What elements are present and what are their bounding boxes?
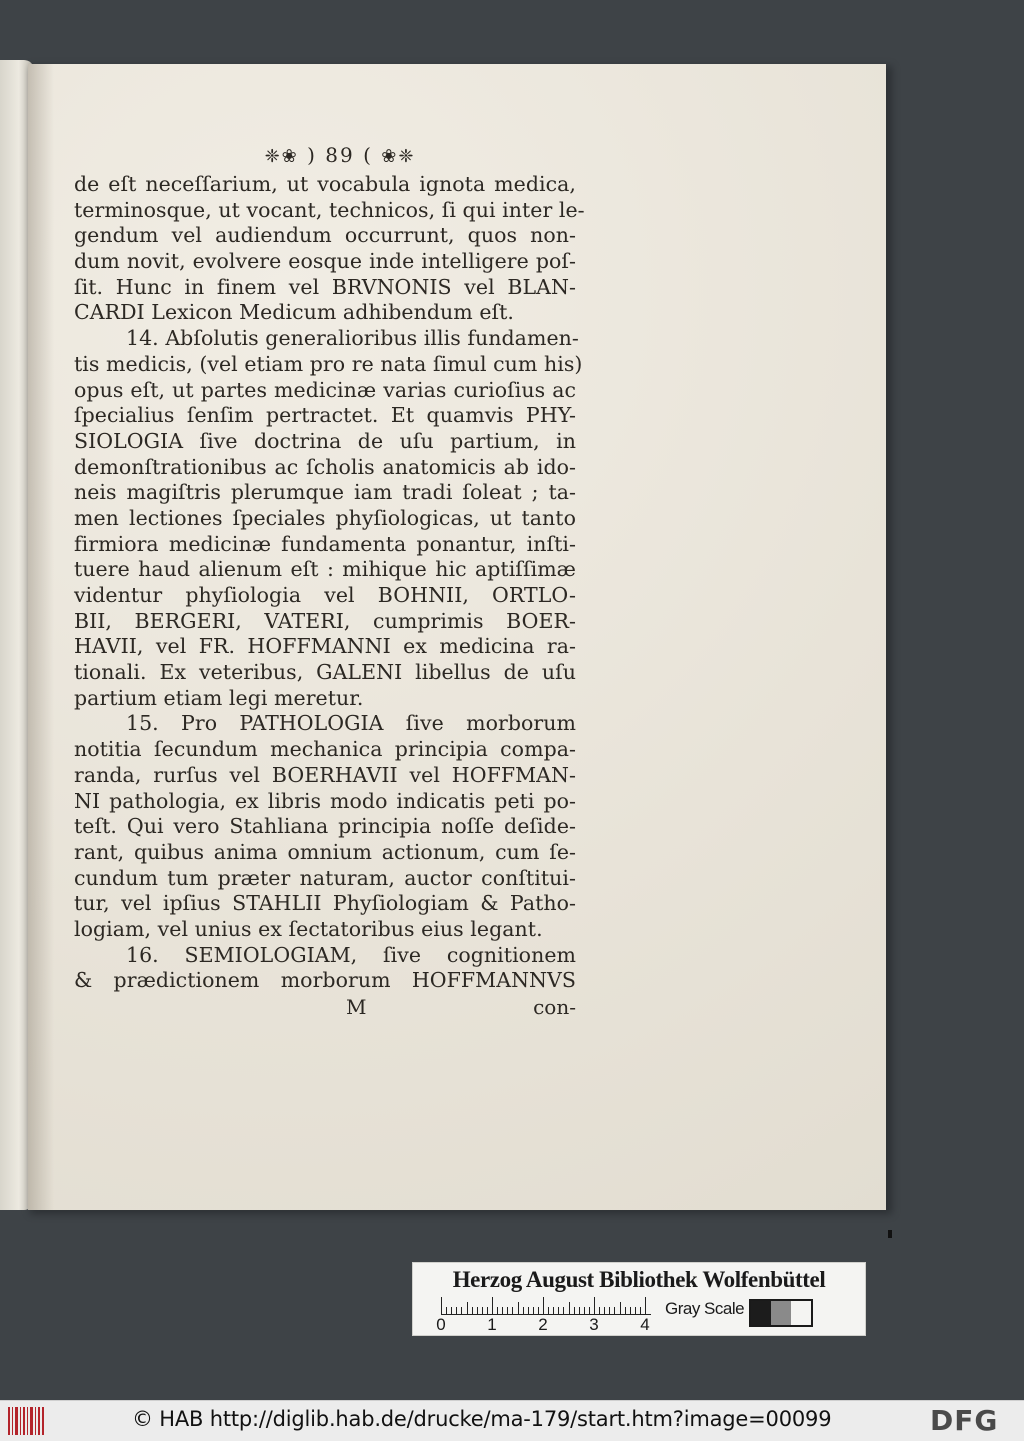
ruler-tick — [569, 1302, 570, 1315]
text-line: notitia ſecundum mechanica principia compa- — [74, 737, 576, 762]
ruler-tick — [625, 1307, 626, 1315]
text-line: & prædictionem morborum HOFFMANNVS — [74, 968, 576, 993]
text-line: demonſtrationibus ac ſcholis anatomicis ab ido- — [74, 454, 576, 479]
text-line: 16. SEMIOLOGIAM, ſive cognitionem — [126, 942, 576, 967]
text-line: ſpecialius ſenſim pertractet. Et quamvis PHY- — [74, 403, 576, 428]
scale-ruler — [441, 1297, 651, 1315]
ruler-tick — [451, 1307, 452, 1315]
grayscale-patch — [791, 1301, 811, 1325]
text-line: tionali. Ex veteribus, GALENI libellus de uſu — [74, 660, 576, 685]
ruler-tick — [467, 1302, 468, 1315]
ruler-number: 3 — [589, 1315, 599, 1334]
catch-line — [74, 994, 576, 1020]
text-line: teſt. Qui vero Stahliana principia noſſe deſide- — [74, 814, 576, 839]
grayscale-patch — [771, 1301, 791, 1325]
text-line: videntur phyſiologia vel BOHNII, ORTLO- — [74, 583, 576, 607]
ruler-tick — [574, 1307, 575, 1315]
ruler-number: 4 — [640, 1315, 650, 1334]
library-color-target-label — [412, 1262, 866, 1336]
text-line: de eſt neceſſarium, ut vocabula ignota medica, — [74, 172, 576, 196]
ruler-tick — [645, 1297, 646, 1315]
footer-bar — [0, 1400, 1024, 1441]
ruler-tick — [482, 1307, 483, 1315]
text-line: rant, quibus anima omnium actionum, cum ſe- — [74, 839, 576, 864]
ruler-tick — [579, 1307, 580, 1315]
ruler-tick — [594, 1297, 595, 1315]
ruler-tick — [609, 1307, 610, 1315]
ruler-number: 2 — [538, 1315, 548, 1334]
grayscale-patch — [751, 1301, 771, 1325]
text-line: dum novit, evolvere eosque inde intelligere poſ- — [74, 249, 576, 274]
text-line: 14. Abſolutis generalioribus illis fundamen- — [126, 326, 579, 351]
text-line: ſit. Hunc in finem vel BRVNONIS vel BLAN- — [74, 274, 576, 299]
text-line: HAVII, vel FR. HOFFMANNI ex medicina ra- — [74, 634, 576, 659]
book-page — [28, 64, 886, 1210]
ruler-tick — [589, 1307, 590, 1315]
ruler-tick — [620, 1302, 621, 1315]
ruler-tick — [614, 1307, 615, 1315]
ruler-tick — [538, 1307, 539, 1315]
ruler-tick — [472, 1307, 473, 1315]
ruler-tick — [492, 1297, 493, 1315]
ruler-number: 0 — [436, 1315, 446, 1334]
catchword: con- — [533, 995, 576, 1019]
ruler-tick — [584, 1307, 585, 1315]
text-line: 15. Pro PATHOLOGIA ſive morborum — [126, 711, 576, 736]
ruler-tick — [533, 1307, 534, 1315]
ruler-tick — [599, 1307, 600, 1315]
text-line: partium etiam legi meretur. — [74, 685, 364, 710]
text-line: men lectiones ſpeciales phyſiologicas, ut tanto — [74, 505, 576, 530]
ruler-tick — [461, 1307, 462, 1315]
ruler-tick — [502, 1307, 503, 1315]
ruler-tick — [456, 1307, 457, 1315]
ruler-tick — [604, 1307, 605, 1315]
text-line: opus eſt, ut partes medicinæ varias curioſius ac — [74, 377, 576, 402]
ruler-tick — [543, 1297, 544, 1315]
ornament-left-icon: ❈❀ — [264, 146, 299, 167]
ruler-tick — [640, 1307, 641, 1315]
text-line: tur, vel ipſius STAHLII Phyſiologiam & Patho- — [74, 891, 576, 916]
text-line: logiam, vel unius ex ſectatoribus eius legant. — [74, 916, 543, 941]
text-line: terminosque, ut vocant, technicos, ſi qui inter le- — [74, 197, 585, 222]
page-text-block — [74, 138, 585, 1020]
ruler-number: 1 — [487, 1315, 497, 1334]
text-line: gendum vel audiendum occurrunt, quos non- — [74, 223, 576, 248]
grayscale-swatch — [749, 1299, 813, 1327]
ruler-tick — [441, 1297, 442, 1315]
library-name: Herzog August Bibliothek Wolfenbüttel — [452, 1267, 826, 1292]
ruler-tick — [477, 1307, 478, 1315]
ruler-tick — [635, 1307, 636, 1315]
grayscale-label: Gray Scale — [665, 1299, 745, 1318]
ruler-tick — [553, 1307, 554, 1315]
text-line: SIOLOGIA ſive doctrina de uſu partium, in — [74, 428, 576, 453]
ruler-tick — [518, 1302, 519, 1315]
ruler-tick — [548, 1307, 549, 1315]
ruler-tick — [487, 1307, 488, 1315]
signature-mark: M — [346, 995, 367, 1019]
ruler-tick — [563, 1307, 564, 1315]
gutter-shade — [28, 64, 54, 1210]
text-line: CARDI Lexicon Medicum adhibendum eſt. — [74, 300, 514, 325]
ruler-tick — [630, 1307, 631, 1315]
footer-url-text[interactable]: © HAB http://diglib.hab.de/drucke/ma-179/start.htm?image=00099 — [132, 1407, 832, 1431]
text-line: BII, BERGERI, VATERI, cumprimis BOER- — [74, 608, 576, 633]
ruler-tick — [558, 1307, 559, 1315]
text-line: neis magiſtris plerumque iam tradi ſoleat ; ta- — [74, 480, 576, 505]
text-line: cundum tum præter naturam, auctor conſtitui- — [74, 865, 576, 890]
ruler-tick — [512, 1307, 513, 1315]
text-lines — [74, 172, 585, 994]
barcode-icon[interactable] — [8, 1407, 44, 1435]
page-edge-mark — [888, 1230, 892, 1238]
ornament-right-icon: ❀❈ — [381, 146, 416, 167]
ruler-tick — [507, 1307, 508, 1315]
page-number: ) 89 ( — [307, 143, 373, 167]
running-head — [74, 138, 576, 172]
text-line: firmiora medicinæ fundamenta ponantur, inſti- — [74, 531, 576, 556]
text-line: randa, rurſus vel BOERHAVII vel HOFFMAN- — [74, 762, 576, 787]
ruler-tick — [528, 1307, 529, 1315]
text-line: tuere haud alienum eſt : mihique hic aptiſſimæ — [74, 557, 576, 582]
text-line: tis medicis, (vel etiam pro re nata ſimul cum his) — [74, 351, 583, 376]
ruler-tick — [446, 1307, 447, 1315]
dfg-logo[interactable]: DFG — [930, 1404, 999, 1437]
ruler-tick — [523, 1307, 524, 1315]
ruler-tick — [497, 1307, 498, 1315]
text-line: NI pathologia, ex libris modo indicatis peti po- — [74, 788, 576, 813]
